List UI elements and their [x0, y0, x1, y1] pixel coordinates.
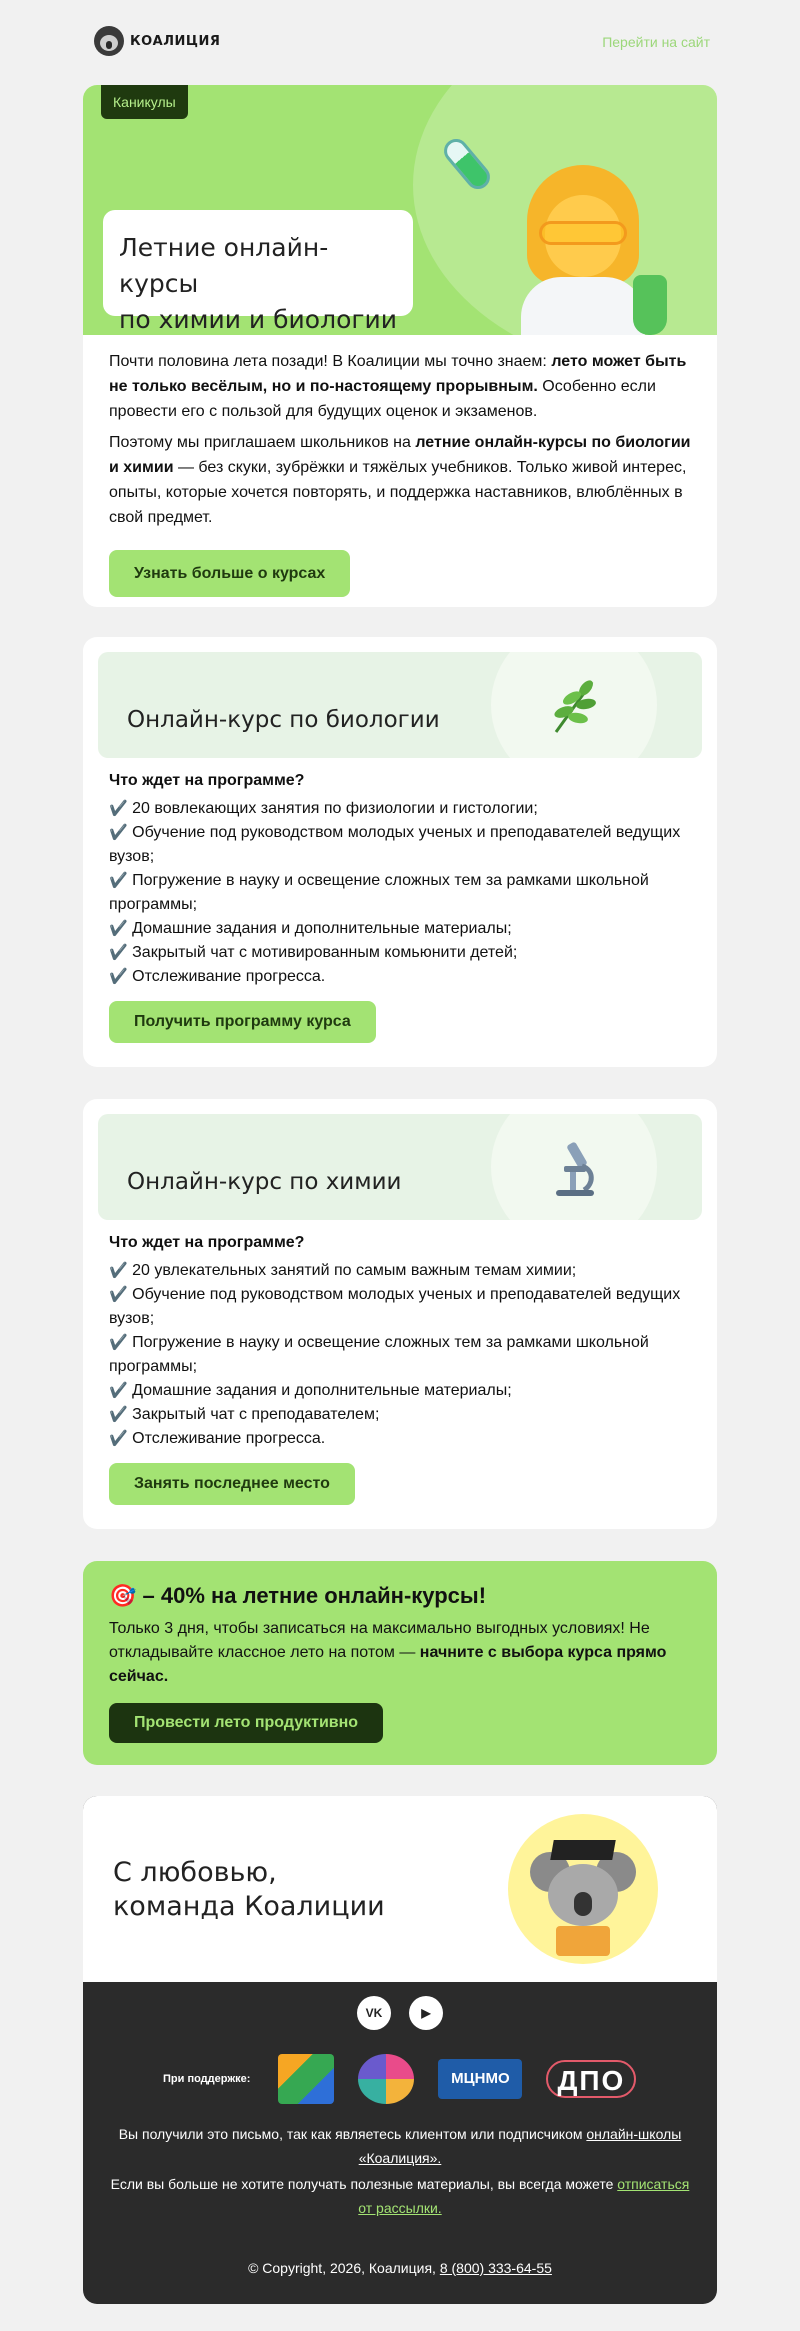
promo-text-bold: начните с выбора курса прямо сейчас.: [109, 1644, 667, 1685]
graduation-cap-icon: [550, 1840, 616, 1860]
signature-text: [113, 1856, 385, 1924]
scientist-illustration: [513, 165, 663, 335]
partner-cube-logo: [278, 2054, 334, 2104]
footer: [83, 1982, 717, 2304]
chemistry-course-body: [109, 1231, 699, 1505]
list-item: [109, 821, 699, 869]
biology-course-title: Онлайн-курс по биологии: [127, 707, 440, 733]
hero-title-line-2: по химии и биологии: [119, 305, 397, 334]
koala-mascot: [508, 1814, 658, 1964]
intro-card: [83, 85, 717, 607]
school-link[interactable]: онлайн-школы «Коалиция».: [358, 2126, 682, 2166]
check-mark-icon: ✔️: [109, 1406, 128, 1423]
copyright: [83, 2260, 717, 2276]
list-item-text: Погружение в науку и освещение сложных тем за рамками школьной программы;: [109, 1334, 649, 1375]
hero-title-box: [103, 210, 413, 334]
list-item-text: Обучение под руководством молодых ученых и преподавателей ведущих вузов;: [109, 1286, 681, 1327]
top-bar: [82, 22, 718, 60]
list-item-text: 20 увлекательных занятий по самым важным темам химии;: [132, 1262, 577, 1279]
scientist-goggles: [539, 221, 627, 245]
hero-title: [119, 230, 397, 335]
intro-paragraph-1: [109, 349, 691, 424]
phone-link[interactable]: 8 (800) 333-64-55: [439, 2260, 552, 2276]
biology-program-list: [109, 797, 699, 989]
partner-dpo-logo: ДПО: [546, 2060, 636, 2098]
get-biology-program-button[interactable]: Получить программу курса: [109, 1001, 376, 1043]
koala-logo-icon: [94, 26, 124, 56]
flask-icon: [633, 275, 667, 335]
list-item: [109, 797, 699, 821]
check-mark-icon: ✔️: [109, 920, 128, 937]
list-item: [109, 1403, 699, 1427]
list-item: [109, 1259, 699, 1283]
youtube-icon[interactable]: ▶: [409, 1996, 443, 2030]
chemistry-course-title: Онлайн-курс по химии: [127, 1169, 402, 1195]
partners-label: При поддержке:: [163, 2073, 251, 2085]
biology-course-card: [83, 637, 717, 1067]
intro-p1-text: Почти половина лета позади! В Коалиции мы точно знаем:: [109, 353, 552, 370]
intro-p2-bold: летние онлайн-курсы по биологии и химии: [109, 434, 691, 476]
check-mark-icon: ✔️: [109, 800, 128, 817]
intro-p2-text: Поэтому мы приглашаем школьников на: [109, 434, 416, 451]
signature-footer-card: [83, 1796, 717, 2304]
check-mark-icon: ✔️: [109, 1382, 128, 1399]
intro-p2-tail: — без скуки, зубрёжки и тяжёлых учебников. Только живой интерес, опыты, которые хочется повторять, и поддержка наставников, влюблённых в свой предмет.: [109, 459, 687, 526]
category-tag: Каникулы: [101, 85, 188, 119]
list-item-text: Отслеживание прогресса.: [132, 1430, 326, 1447]
check-mark-icon: ✔️: [109, 944, 128, 961]
list-item-text: Домашние задания и дополнительные материалы;: [132, 1382, 512, 1399]
intro-p1-tail: Особенно если провести его с пользой для будущих оценок и экзаменов.: [109, 378, 656, 420]
promo-title: [109, 1583, 691, 1609]
promo-text-body: Только 3 дня, чтобы записаться на максимально выгодных условиях! Не откладывайте классное лето на потом —: [109, 1620, 650, 1661]
learn-more-button[interactable]: Узнать больше о курсах: [109, 550, 350, 597]
unsubscribe-link[interactable]: отписаться от рассылки.: [358, 2176, 690, 2216]
copyright-text: © Copyright, 2026, Коалиция,: [248, 2260, 440, 2276]
hero-title-line-1: Летние онлайн-курсы: [119, 233, 329, 298]
chemistry-program-list: [109, 1259, 699, 1451]
hero-banner: [83, 85, 717, 335]
biology-course-header: [98, 652, 702, 758]
target-icon: 🎯: [109, 1583, 137, 1608]
list-item-text: Обучение под руководством молодых ученых и преподавателей ведущих вузов;: [109, 824, 681, 865]
check-mark-icon: ✔️: [109, 1430, 128, 1447]
list-item-text: Закрытый чат с мотивированным комьюнити детей;: [132, 944, 518, 961]
check-mark-icon: ✔️: [109, 824, 128, 841]
partner-mcnmo-logo: МЦНМО: [438, 2059, 522, 2099]
subscription-notice: [103, 2122, 697, 2170]
discount-promo: [83, 1561, 717, 1765]
list-item-text: Домашние задания и дополнительные материалы;: [132, 920, 512, 937]
chemistry-program-heading: Что ждет на программе?: [109, 1234, 305, 1251]
list-item: [109, 869, 699, 917]
check-mark-icon: ✔️: [109, 1286, 128, 1303]
list-item: [109, 917, 699, 941]
take-last-seat-button[interactable]: Занять последнее место: [109, 1463, 355, 1505]
list-item-text: 20 вовлекающих занятия по физиологии и гистологии;: [132, 800, 538, 817]
list-item-text: Закрытый чат с преподавателем;: [132, 1406, 380, 1423]
signature-block: [83, 1796, 717, 1982]
promo-title-text: – 40% на летние онлайн-курсы!: [136, 1583, 487, 1608]
herb-icon: [542, 674, 606, 738]
chemistry-course-header: [98, 1114, 702, 1220]
check-mark-icon: ✔️: [109, 1262, 128, 1279]
intro-paragraph-2: [109, 430, 691, 530]
book-icon: [556, 1926, 610, 1956]
promo-text: [109, 1617, 691, 1689]
vk-icon[interactable]: VK: [357, 1996, 391, 2030]
biology-course-body: [109, 769, 699, 1043]
spend-summer-button[interactable]: Провести лето продуктивно: [109, 1703, 383, 1743]
list-item: [109, 1283, 699, 1331]
signature-line-2: команда Коалиции: [113, 1891, 385, 1922]
check-mark-icon: ✔️: [109, 872, 128, 889]
list-item-text: Отслеживание прогресса.: [132, 968, 326, 985]
scientist-coat: [521, 277, 645, 335]
list-item: [109, 1331, 699, 1379]
intro-text: [83, 335, 717, 597]
list-item: [109, 941, 699, 965]
intro-p1-bold: лето может быть не только весёлым, но и по-настоящему прорывным.: [109, 353, 687, 395]
social-links: [83, 1996, 717, 2030]
list-item-text: Погружение в науку и освещение сложных тем за рамками школьной программы;: [109, 872, 649, 913]
partner-flower-logo: [358, 2054, 414, 2104]
unsubscribe-notice: [103, 2172, 697, 2220]
koala-nose: [574, 1892, 592, 1916]
list-item: [109, 1427, 699, 1451]
microscope-icon: [542, 1136, 606, 1200]
check-mark-icon: ✔️: [109, 1334, 128, 1351]
biology-program-heading: Что ждет на программе?: [109, 772, 305, 789]
unsubscribe-text: Если вы больше не хотите получать полезные материалы, вы всегда можете: [110, 2176, 618, 2192]
brand-name: КОАЛИЦИЯ: [130, 33, 221, 49]
go-to-site-link[interactable]: Перейти на сайт: [602, 34, 710, 50]
list-item: [109, 965, 699, 989]
brand-logo[interactable]: [94, 26, 220, 56]
partners-row: [163, 2054, 660, 2104]
list-item: [109, 1379, 699, 1403]
signature-line-1: С любовью,: [113, 1857, 277, 1888]
chemistry-course-card: [83, 1099, 717, 1529]
notice-text: Вы получили это письмо, так как являетесь клиентом или подписчиком: [118, 2126, 587, 2142]
check-mark-icon: ✔️: [109, 968, 128, 985]
